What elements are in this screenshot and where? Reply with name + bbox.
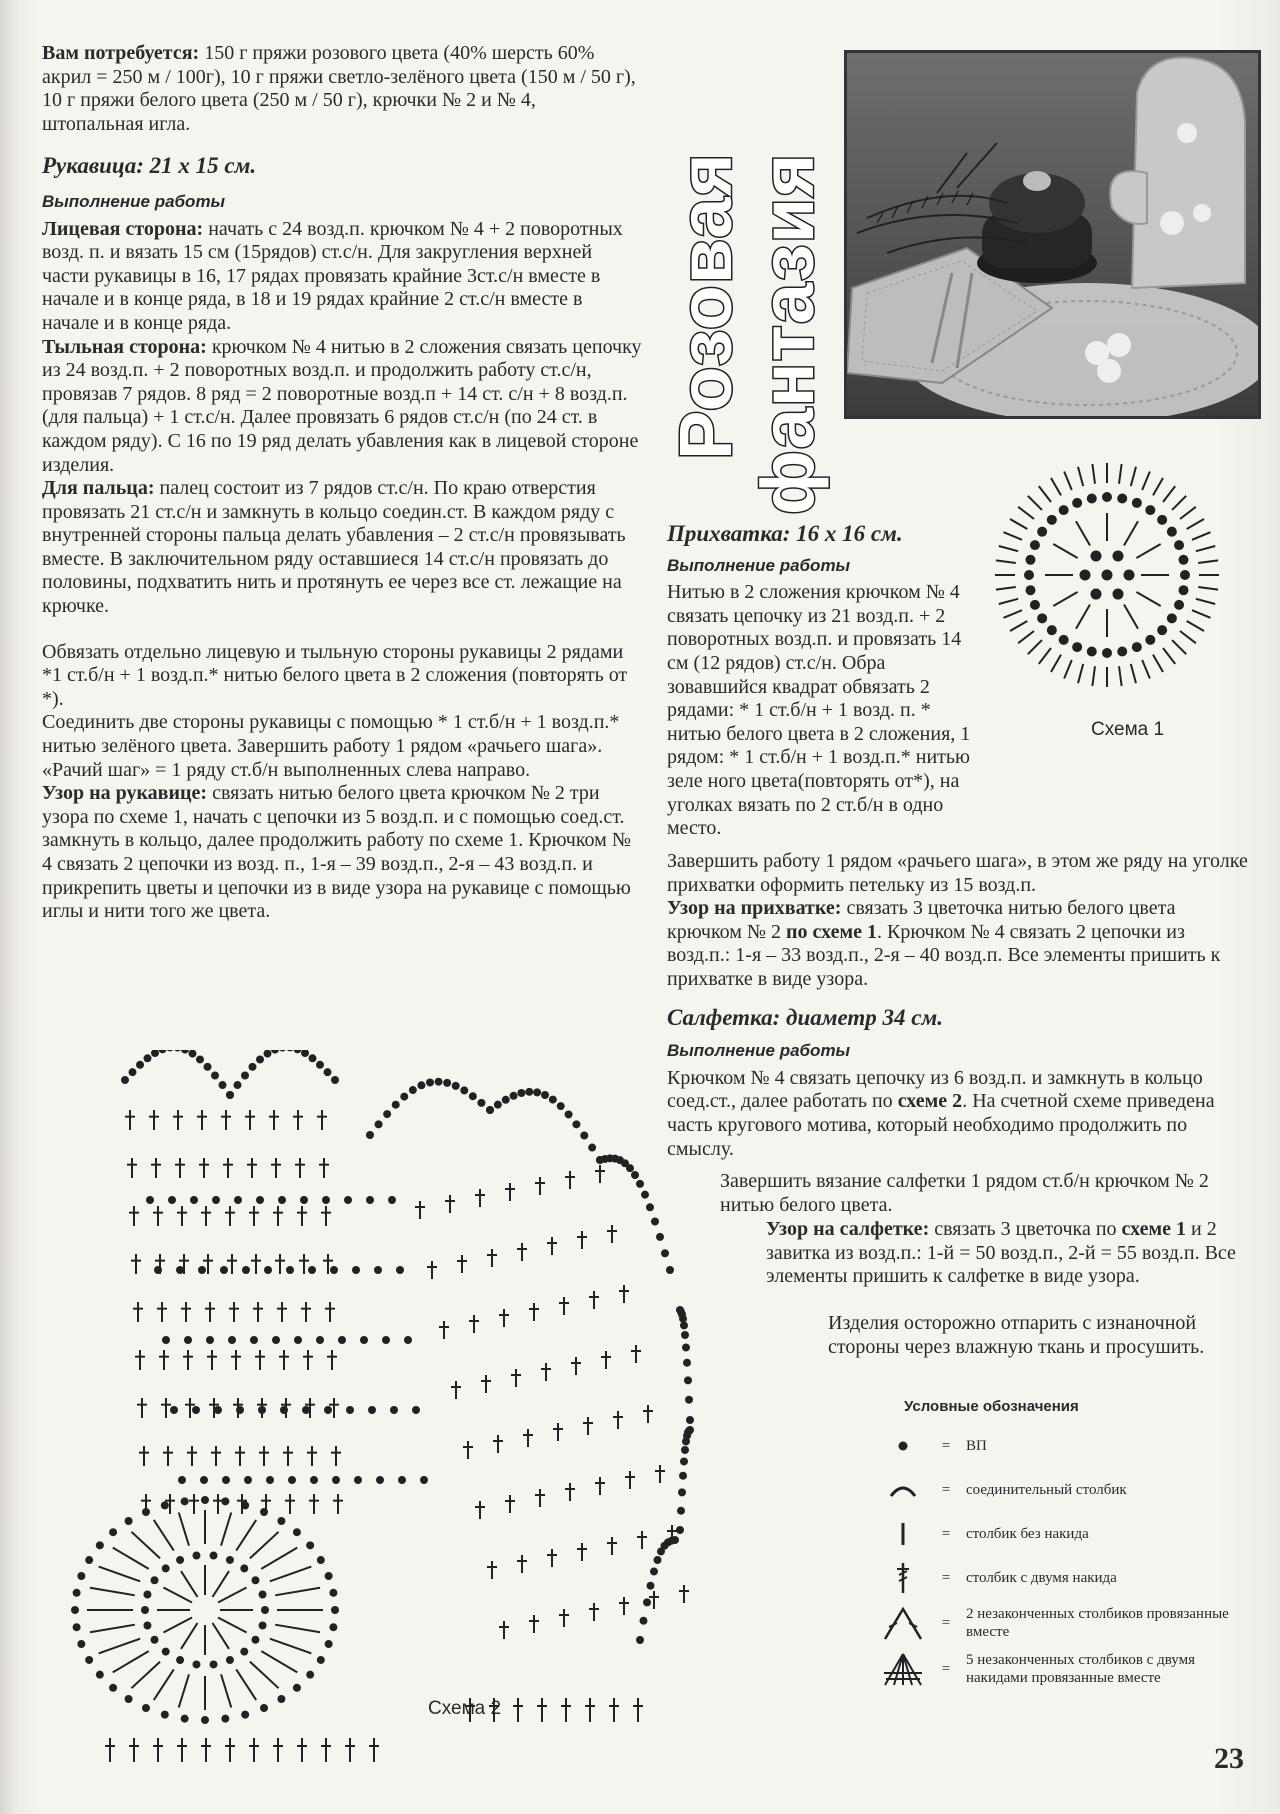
mitten-front-paragraph bbox=[42, 218, 642, 336]
scheme-2-diagram bbox=[40, 1050, 820, 1790]
mitten-pattern-label: Узор на рукавице: bbox=[42, 782, 208, 805]
legend-row: = ВП bbox=[880, 1429, 1240, 1463]
napkin-pattern-text-a: связать 3 цветочка по bbox=[934, 1218, 1117, 1240]
potholder-pattern-bold: по схеме 1 bbox=[786, 920, 878, 943]
vertical-title bbox=[663, 40, 841, 515]
napkin-work-title: Выполнение работы bbox=[667, 1041, 851, 1061]
scheme-2-caption: Схема 2 bbox=[428, 1698, 502, 1719]
mitten-join-paragraph: Соединить две стороны рукавицы с помощью * 1 ст.б/н + 1 возд.п.* нитью зелёного цвета. Завершить работу 1 рядом «рачьего шага». «Рачий шаг» = 1 ряду ст.б/н выполненных слева направо. bbox=[42, 711, 620, 781]
napkin-pattern-label: Узор на салфетке: bbox=[766, 1218, 930, 1240]
scheme-1-caption: Схема 1 bbox=[1091, 719, 1165, 740]
title-word-1: Розовая bbox=[664, 152, 747, 460]
napkin-pattern-text-b: и 2 завитка из возд.п.: 1-й = 50 возд.п., 2-й = 55 возд.п. Все элементы пришить к салфетке в виде узора. bbox=[766, 1218, 1236, 1288]
potholder-pattern-paragraph bbox=[667, 897, 1252, 991]
potholder-pattern-label: Узор на прихватке: bbox=[667, 897, 842, 920]
legend-text: 2 незаконченных столбиков провязанные вместе bbox=[966, 1606, 1229, 1640]
product-photo bbox=[844, 50, 1261, 419]
single-crochet-icon bbox=[880, 1517, 926, 1551]
mitten-finger-label: Для пальца: bbox=[42, 477, 155, 500]
left-column bbox=[42, 42, 642, 924]
legend-text: столбик без накида bbox=[966, 1526, 1089, 1542]
legend-row: = столбик без накида bbox=[880, 1517, 1240, 1551]
legend-text: 5 незаконченных столбиков с двумя накидами провязанные вместе bbox=[966, 1652, 1195, 1686]
potholder-work-title: Выполнение работы bbox=[667, 555, 851, 575]
mitten-pattern-paragraph bbox=[42, 782, 642, 924]
mitten-front-label: Лицевая сторона: bbox=[42, 217, 204, 240]
mitten-finger-paragraph bbox=[42, 477, 642, 619]
mitten-edge-paragraph: Обвязать отдельно лицевую и тыльную стороны рукавицы 2 рядами *1 ст.б/н + 1 возд.п.* нитью белого цвета в 2 сложения (повторять от *). bbox=[42, 640, 628, 710]
materials-text: 150 г пряжи розового цвета (40% шерсть 60% акрил = 250 м / 100г), 10 г пряжи светло-зелёного цвета (150 м / 50 г), 10 г пряжи белого цвета (250 м / 50 г), крючки № 2 и № 4, штопальная игла. bbox=[42, 42, 636, 135]
legend-title: Условные обозначения bbox=[904, 1398, 1079, 1415]
napkin-title: Салфетка: диаметр 34 см. bbox=[667, 1004, 944, 1030]
mitten-title: Рукавица: 21 х 15 см. bbox=[42, 153, 257, 179]
scheme-1-diagram bbox=[988, 455, 1226, 695]
potholder-title: Прихватка: 16 х 16 см. bbox=[667, 521, 903, 546]
materials-label: Вам потребуется: bbox=[42, 42, 200, 64]
napkin-pattern-paragraph bbox=[766, 1218, 1252, 1289]
legend bbox=[880, 1398, 1240, 1697]
napkin-text-2: Завершить вязание салфетки 1 рядом ст.б/н крючком № 2 нитью белого цвета. bbox=[720, 1170, 1209, 1216]
potholder-pattern-text-a: связать 3 цветочка нитью белого цвета крючком № 2 bbox=[667, 897, 1176, 943]
legend-row: = столбик с двумя накида bbox=[880, 1561, 1240, 1595]
mitten-back-paragraph bbox=[42, 336, 642, 478]
final-note-block bbox=[828, 1312, 1252, 1359]
mitten-finger-text: палец состоит из 7 рядов ст.с/н. По краю отверстия провязать 21 ст.с/н и замкнуть в кольцо соедин.ст. В каждом ряду с внутренней стороны пальца делать убавления – 2 ст.с/н провязывать вместе. В заключительном ряду оставшиеся 14 ст.с/н провязать до половины, подхватить нить и протянуть ее через все ст. лежащие на крючке. bbox=[42, 477, 626, 618]
dc2tog-icon bbox=[880, 1606, 926, 1640]
legend-text: столбик с двумя накида bbox=[966, 1570, 1117, 1586]
mitten-work-title: Выполнение работы bbox=[42, 191, 226, 211]
final-note-text: Изделия осторожно отпарить с изнаночной стороны через влажную ткань и просушить. bbox=[828, 1312, 1205, 1358]
mitten-pattern-text: связать нитью белого цвета крючком № 2 три узора по схеме 1, начать с цепочки из 5 возд.п. и с помощью соед.ст. замкнуть в кольцо, далее продолжить работу по схеме 1. Крючком № 4 связать 2 цепочки из возд. п., 1-я – 39 возд.п., 2-я – 43 возд.п. и прикрепить цветы и цепочки из в виде узора на рукавице с помощью иглы и нити того же цвета. bbox=[42, 782, 631, 923]
napkin-text-1a: Крючком № 4 связать цепочку из 6 возд.п. и замкнуть в кольцо соед.ст., далее работать по bbox=[667, 1066, 1203, 1113]
napkin-text-1c: . На счетной схеме приведена часть кругового мотива, который необходимо продолжить по смыслу. bbox=[667, 1090, 1215, 1160]
legend-row: = 5 незаконченных столбиков с двумя накидами провязанные вместе bbox=[880, 1651, 1240, 1687]
slip-stitch-icon bbox=[880, 1473, 926, 1507]
legend-text: ВП bbox=[966, 1438, 987, 1454]
napkin-pattern-block bbox=[766, 1218, 1252, 1289]
page-number: 23 bbox=[1214, 1742, 1244, 1775]
legend-row: = соединительный столбик bbox=[880, 1473, 1240, 1507]
napkin-text-1b: схеме 2 bbox=[897, 1090, 963, 1113]
potholder-pattern-text-b: . Крючком № 4 связать 2 цепочки из возд.п.: 1-я – 33 возд.п., 2-я – 40 возд.п. Все элементы пришить к прихватке в виде узора. bbox=[667, 920, 1221, 990]
title-word-2: фантазия bbox=[746, 152, 829, 515]
mitten-back-label: Тыльная сторона: bbox=[42, 335, 207, 358]
tr5tog-icon bbox=[880, 1652, 926, 1686]
mitten-back-text: крючком № 4 нитью в 2 сложения связать цепочку из 24 возд.п. + 2 поворотных возд.п. и продолжить работу ст.с/н, провязав 7 рядов. 8 ряд = 2 поворотные возд.п + 14 ст. с/н + 8 возд.п. (для пальца) + 1 ст.с/н. Далее провязать 6 рядов ст.с/н (по 24 ст. в каждом ряду). С 16 по 19 ряд делать убавления как в лицевой стороне изделия. bbox=[42, 335, 642, 476]
potholder-section bbox=[667, 522, 977, 841]
legend-row: = 2 незаконченных столбиков провязанные вместе bbox=[880, 1605, 1240, 1641]
napkin-pattern-bold: схеме 1 bbox=[1121, 1218, 1187, 1240]
double-treble-icon bbox=[880, 1561, 926, 1595]
legend-text: соединительный столбик bbox=[966, 1482, 1127, 1498]
potholder-text-2: Завершить работу 1 рядом «рачьего шага», в этом же ряду на уголке прихватки оформить петельку из 15 возд.п. bbox=[667, 850, 1248, 896]
mitten-front-text: начать с 24 возд.п. крючком № 4 + 2 поворотных возд. п. и вязать 15 см (15рядов) ст.с/н. Для закругления верхней части рукавицы в 16, 17 рядах провязать крайние 3ст.с/н вместе в начале и в конце ряда, в 18 и 19 рядах крайние 2 ст.с/н вместе в начале и в конце ряда. bbox=[42, 217, 623, 334]
materials-paragraph bbox=[42, 42, 642, 136]
photo-illustration bbox=[847, 53, 1258, 416]
potholder-text-1: Нитью в 2 сложения крючком № 4 связать цепочку из 21 возд.п. + 2 поворотных возд.п. и провязать 14 см (12 рядов) ст.с/н. Обра зовавшийся квадрат обвязать 2 рядами: * 1 ст.б/н + 1 возд. п. * нитью белого цвета в 2 сложения, 1 рядом: * 1 ст.б/н + 1 возд.п.* нитью зеле ного цвета(повторять от*), на уголках вязать по 2 ст.б/н в одно место. bbox=[667, 581, 971, 840]
chain-stitch-icon bbox=[880, 1429, 926, 1463]
